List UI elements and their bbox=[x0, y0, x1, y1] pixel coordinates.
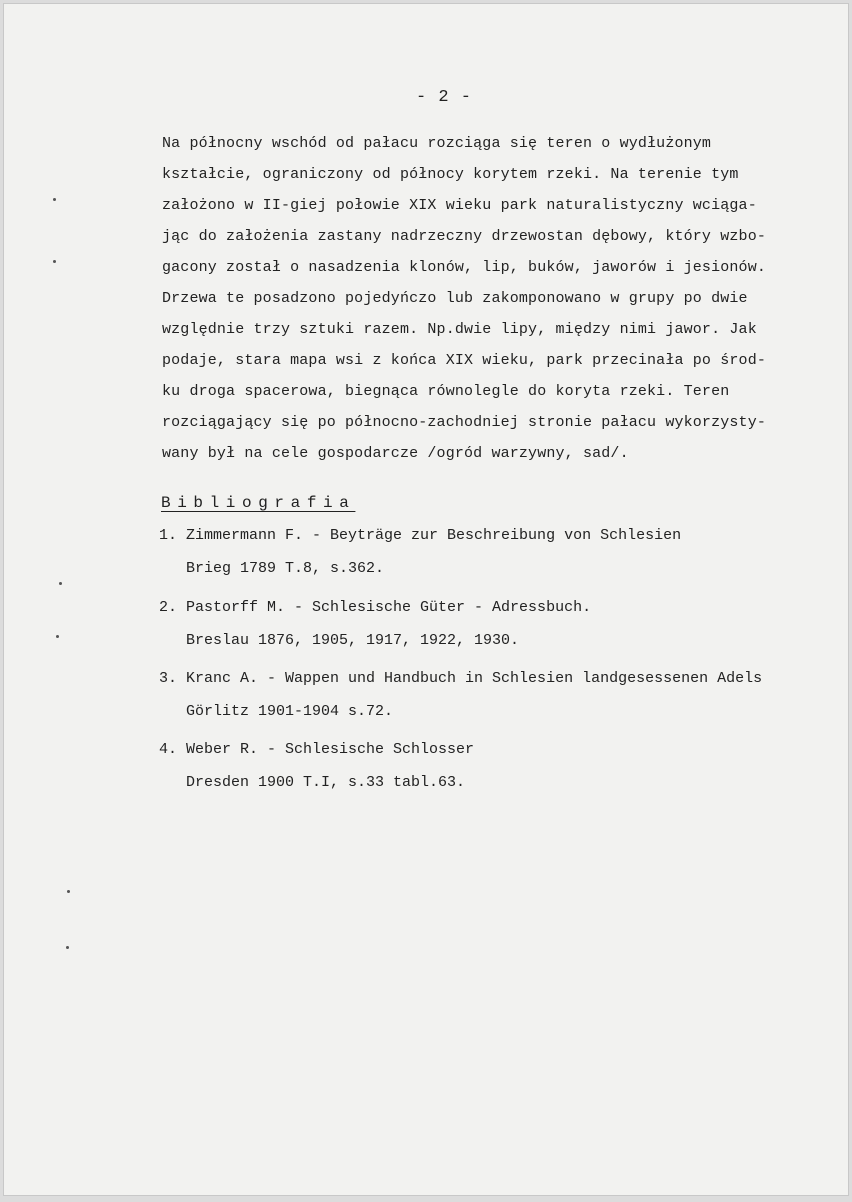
paragraph-line: podaje, stara mapa wsi z końca XIX wieku, park przecinała po środ- bbox=[162, 352, 766, 369]
bibliography-entry-line: Dresden 1900 T.I, s.33 tabl.63. bbox=[186, 774, 466, 791]
document-page bbox=[3, 3, 849, 1196]
paragraph-line: wany był na cele gospodarcze /ogród warzywny, sad/. bbox=[162, 445, 629, 462]
margin-punch-mark bbox=[59, 582, 62, 585]
bibliography-entry bbox=[159, 519, 681, 585]
margin-punch-mark bbox=[66, 946, 69, 949]
bibliography-entry-line: Görlitz 1901-1904 s.72. bbox=[186, 703, 394, 720]
paragraph-line: kształcie, ograniczony od północy korytem rzeki. Na terenie tym bbox=[162, 166, 739, 183]
margin-punch-mark bbox=[53, 260, 56, 263]
margin-punch-mark bbox=[67, 890, 70, 893]
paragraph-line: ku droga spacerowa, biegnąca równolegle do koryta rzeki. Teren bbox=[162, 383, 730, 400]
bibliography-entry-line: 2. Pastorff M. - Schlesische Güter - Adressbuch. bbox=[159, 599, 592, 616]
paragraph-line: względnie trzy sztuki razem. Np.dwie lipy, między nimi jawor. Jak bbox=[162, 321, 757, 338]
bibliography-heading: Bibliografia bbox=[161, 494, 356, 512]
bibliography-entry-line: 3. Kranc A. - Wappen und Handbuch in Schlesien landgesessenen Adels bbox=[159, 670, 763, 687]
paragraph-line: Na północny wschód od pałacu rozciąga się teren o wydłużonym bbox=[162, 135, 712, 152]
page-number: - 2 - bbox=[416, 88, 473, 107]
bibliography-entry bbox=[159, 733, 474, 799]
paragraph-line: Drzewa te posadzono pojedyńczo lub zakomponowano w grupy po dwie bbox=[162, 290, 748, 307]
bibliography-entry-line: Breslau 1876, 1905, 1917, 1922, 1930. bbox=[186, 632, 520, 649]
body-paragraph bbox=[162, 128, 849, 469]
bibliography-entry-line: 1. Zimmermann F. - Beyträge zur Beschreibung von Schlesien bbox=[159, 527, 682, 544]
bibliography-entry-line: 4. Weber R. - Schlesische Schlosser bbox=[159, 741, 475, 758]
paragraph-line: jąc do założenia zastany nadrzeczny drzewostan dębowy, który wzbo- bbox=[162, 228, 766, 245]
bibliography-entry bbox=[159, 591, 591, 657]
paragraph-line: rozciągający się po północno-zachodniej stronie pałacu wykorzysty- bbox=[162, 414, 766, 431]
paragraph-line: gacony został o nasadzenia klonów, lip, buków, jaworów i jesionów. bbox=[162, 259, 766, 276]
bibliography-entry bbox=[159, 662, 762, 728]
margin-punch-mark bbox=[56, 635, 59, 638]
bibliography-entry-line: Brieg 1789 T.8, s.362. bbox=[186, 560, 385, 577]
margin-punch-mark bbox=[53, 198, 56, 201]
paragraph-line: założono w II-giej połowie XIX wieku park naturalistyczny wciąga- bbox=[162, 197, 757, 214]
